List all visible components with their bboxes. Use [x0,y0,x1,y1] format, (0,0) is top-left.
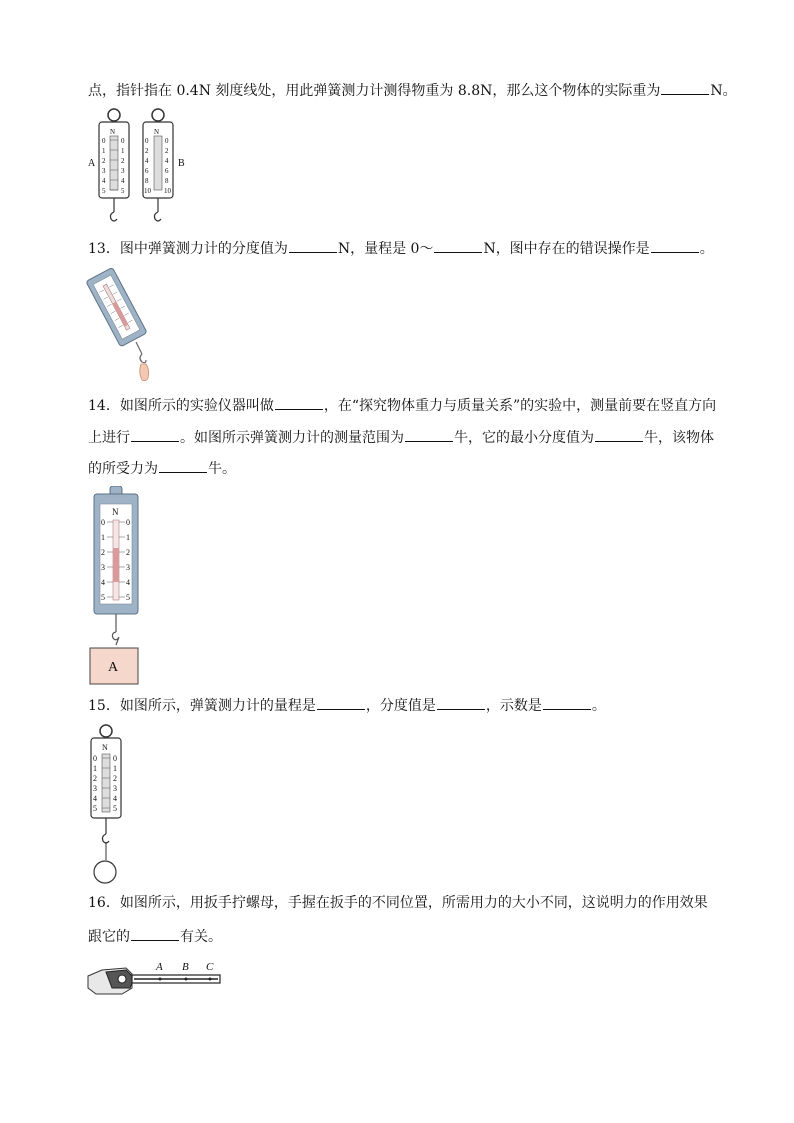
scale-tick: 1 [113,764,117,773]
scale-tick: 1 [126,533,130,542]
scale-b-tick: 2 [145,147,149,155]
scale-tick: 0 [126,518,130,527]
q12-answer-blank[interactable] [661,80,709,95]
hand-icon [140,364,149,381]
q15-part1: 15．如图所示，弹簧测力计的量程是 [88,698,316,714]
scale-a-tick: 0 [102,137,106,145]
scale-tick: 1 [101,533,105,542]
scale-a-tick: 5 [121,187,125,195]
scale-tick: 0 [113,754,117,763]
scale-b-tick: 4 [165,157,169,165]
q13-part2: N，量程是 0～ [337,241,434,257]
q14-l2-part1: 上进行 [88,430,130,446]
q14-l3-part1: 的所受力为 [88,461,158,477]
scale-a-unit: N [110,128,116,136]
q16-l1: 16．如图所示，用扳手拧螺母，手握在扳手的不同位置，所需用力的大小不同，这说明力的作用效果 [88,895,708,911]
scale-tick: 4 [93,794,97,803]
q13-blank-3[interactable] [651,238,699,253]
wrench-label-b: B [182,961,189,973]
scale-tick: 0 [93,754,97,763]
q15-part3: ，示数是 [485,698,542,714]
q15-blank-2[interactable] [437,695,485,710]
scale-a-tick: 4 [121,177,125,185]
scale-tick: 4 [113,794,117,803]
scale-tick: 3 [126,563,130,572]
q14-l2-part4: 牛，该物体 [644,430,714,446]
block-a-label: A [108,660,119,675]
scale-a-tick: 5 [102,187,106,195]
scale-b-tick: 8 [145,177,149,185]
scale-tick: 3 [101,563,105,572]
q15-blank-3[interactable] [543,695,591,710]
q12-text-after: N。 [710,83,737,99]
scale-a [99,109,129,221]
q12-label-b: B [178,158,185,169]
q13-part3: N，图中存在的错误操作是 [483,241,650,257]
scale-tick: 5 [101,593,105,602]
wrench-label-c: C [206,961,214,973]
q16-blank-1[interactable] [131,926,179,941]
scale-unit: N [112,507,119,517]
scale-b [143,109,173,221]
q14-line-1 [88,395,716,416]
q15-part4: 。 [591,698,606,714]
scale-b-unit: N [154,128,160,136]
scale-tick: 2 [126,548,130,557]
scale-tick: 5 [113,804,117,813]
scale-b-tick: 6 [165,167,169,175]
scale-b-tick: 0 [165,137,169,145]
scale-tick: 4 [126,578,130,587]
scale-tick: 1 [93,764,97,773]
scale-a-tick: 1 [102,147,106,155]
scale-b-tick: 4 [145,157,149,165]
q15-figure-scale-with-ball [88,722,128,888]
q14-l3-part2: 牛。 [208,461,236,477]
scale-a-tick: 2 [102,157,106,165]
q12-figure-spring-scales [86,106,196,230]
q14-blank-4[interactable] [595,427,643,442]
q12-label-a: A [88,158,96,169]
scale-b-tick: 0 [145,137,149,145]
scale-a-tick: 3 [121,167,125,175]
q15-text [88,695,606,716]
q16-line-1 [88,893,708,913]
q14-line-3 [88,458,236,479]
weight-ball [94,861,116,883]
q15-blank-1[interactable] [317,695,365,710]
q14-l1-part1: 14．如图所示的实验仪器叫做 [88,398,274,414]
scale-tick: 2 [93,774,97,783]
scale-a-tick: 4 [102,177,106,185]
scale-tick: 2 [113,774,117,783]
scale-unit: N [102,743,108,752]
scale-b-tick: 6 [145,167,149,175]
scale-tick: 3 [113,784,117,793]
q14-figure-scale-with-block [88,486,144,688]
q13-figure-tilted-scale [86,264,166,386]
q13-part1: 13．图中弹簧测力计的分度值为 [88,241,288,257]
scale-a-tick: 2 [121,157,125,165]
q14-l1-part2: ，在“探究物体重力与质量关系”的实验中，测量前要在竖直方向 [323,398,717,414]
scale-a-tick: 1 [121,147,125,155]
q14-line-2 [88,427,714,448]
q13-part4: 。 [699,241,714,257]
scale-tick: 2 [101,548,105,557]
q12-text-before: 点，指针指在 0.4N 刻度线处，用此弹簧测力计测得物重为 8.8N，那么这个物体的实际重为 [88,83,661,99]
scale-a-tick: 3 [102,167,106,175]
scale-tick: 0 [101,518,105,527]
scale-tick: 5 [93,804,97,813]
wrench-label-a: A [156,961,163,973]
scale-tick: 3 [93,784,97,793]
scale-a-tick: 0 [121,137,125,145]
q13-blank-2[interactable] [434,238,482,253]
scale-b-tick: 2 [165,147,169,155]
q16-figure-wrench [86,958,224,1002]
q14-l2-part2: 。如图所示弹簧测力计的测量范围为 [180,430,404,446]
q15-part2: ，分度值是 [365,698,436,714]
q16-l2-part2: 有关。 [180,929,222,945]
q14-l2-part3: 牛，它的最小分度值为 [454,430,594,446]
q14-blank-2[interactable] [131,427,179,442]
q12-text [88,80,737,101]
q14-blank-3[interactable] [405,427,453,442]
q16-line-2 [88,926,222,947]
q13-text [88,238,714,259]
q16-l2-part1: 跟它的 [88,929,130,945]
scale-tick: 5 [126,593,130,602]
q13-blank-1[interactable] [289,238,337,253]
scale-b-tick: 10 [164,187,171,195]
q14-blank-5[interactable] [159,458,207,473]
scale-b-tick: 8 [165,177,169,185]
scale-b-tick: 10 [144,187,151,195]
q14-blank-1[interactable] [275,395,323,410]
scale-tick: 4 [101,578,105,587]
